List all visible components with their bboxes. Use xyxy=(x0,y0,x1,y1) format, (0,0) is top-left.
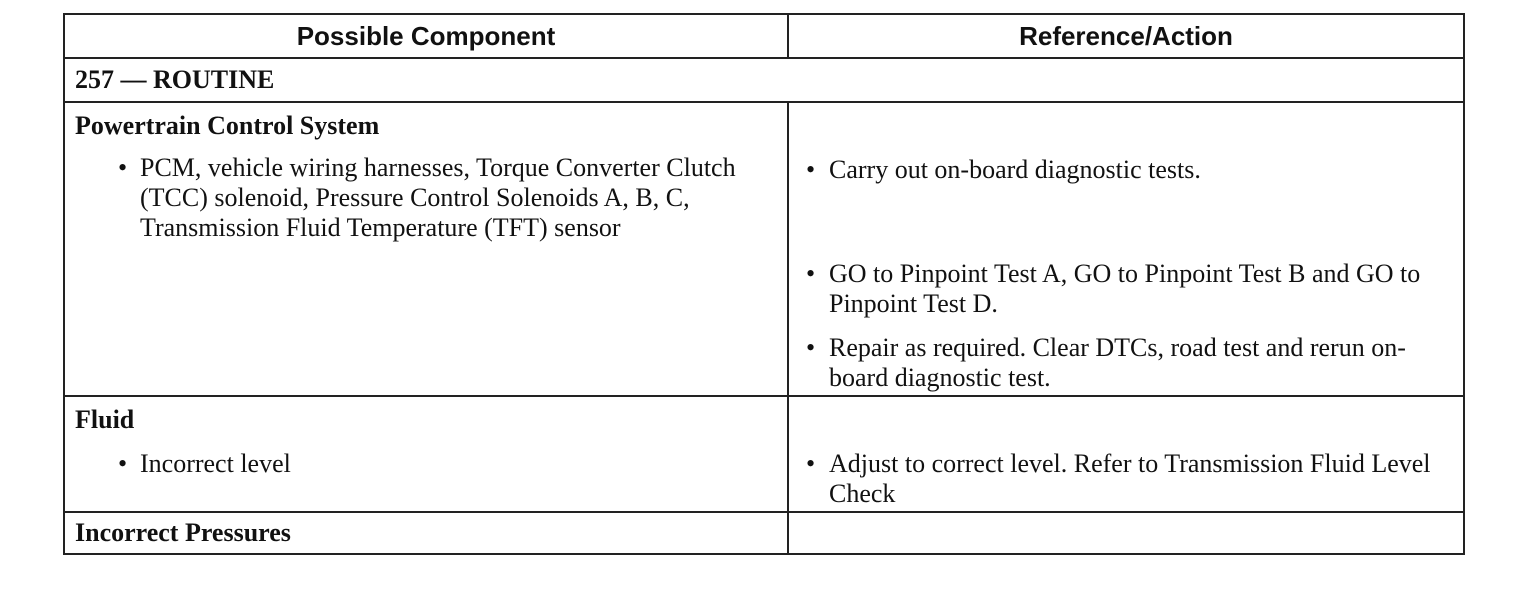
action-list xyxy=(789,449,1443,509)
list-item xyxy=(789,449,1443,509)
list-item xyxy=(100,153,740,243)
component-cell xyxy=(64,102,788,396)
list-item xyxy=(100,449,777,479)
bullet-icon: • xyxy=(118,153,128,182)
action-item-text: Carry out on-board diagnostic tests. xyxy=(829,155,1201,184)
table-row xyxy=(64,102,1464,396)
list-item xyxy=(789,333,1443,393)
bullet-icon: • xyxy=(806,259,816,288)
component-list xyxy=(100,449,777,479)
list-item xyxy=(789,155,1443,185)
column-header-possible-component: Possible Component xyxy=(64,14,788,58)
action-list xyxy=(789,155,1443,393)
table-row xyxy=(64,396,1464,512)
list-item xyxy=(789,259,1443,319)
bullet-icon: • xyxy=(118,449,128,478)
action-cell xyxy=(788,102,1464,396)
component-heading: Fluid xyxy=(75,405,135,434)
action-item-text: GO to Pinpoint Test A, GO to Pinpoint Test B and GO to Pinpoint Test D. xyxy=(829,259,1421,318)
component-cell xyxy=(64,396,788,512)
action-cell xyxy=(788,512,1464,554)
bullet-icon: • xyxy=(806,333,816,362)
component-list xyxy=(100,153,740,243)
component-item-text: PCM, vehicle wiring harnesses, Torque Converter Clutch (TCC) solenoid, Pressure Control Solenoids A, B, C, Transmission Fluid Temperature (TFT) sensor xyxy=(140,153,736,242)
action-item-text: Adjust to correct level. Refer to Transmission Fluid Level Check xyxy=(829,449,1431,508)
bullet-icon: • xyxy=(806,449,816,478)
diagnostic-table xyxy=(63,13,1465,555)
bullet-icon: • xyxy=(806,155,816,184)
component-heading: Powertrain Control System xyxy=(75,111,380,140)
table-header-row xyxy=(64,14,1464,58)
table-row xyxy=(64,512,1464,554)
component-cell xyxy=(64,512,788,554)
column-header-reference-action: Reference/Action xyxy=(788,14,1464,58)
section-row xyxy=(64,58,1464,102)
action-cell xyxy=(788,396,1464,512)
action-item-text: Repair as required. Clear DTCs, road test and rerun on-board diagnostic test. xyxy=(829,333,1406,392)
component-heading: Incorrect Pressures xyxy=(75,518,291,547)
section-title: 257 — ROUTINE xyxy=(64,58,1464,102)
component-item-text: Incorrect level xyxy=(140,449,291,478)
